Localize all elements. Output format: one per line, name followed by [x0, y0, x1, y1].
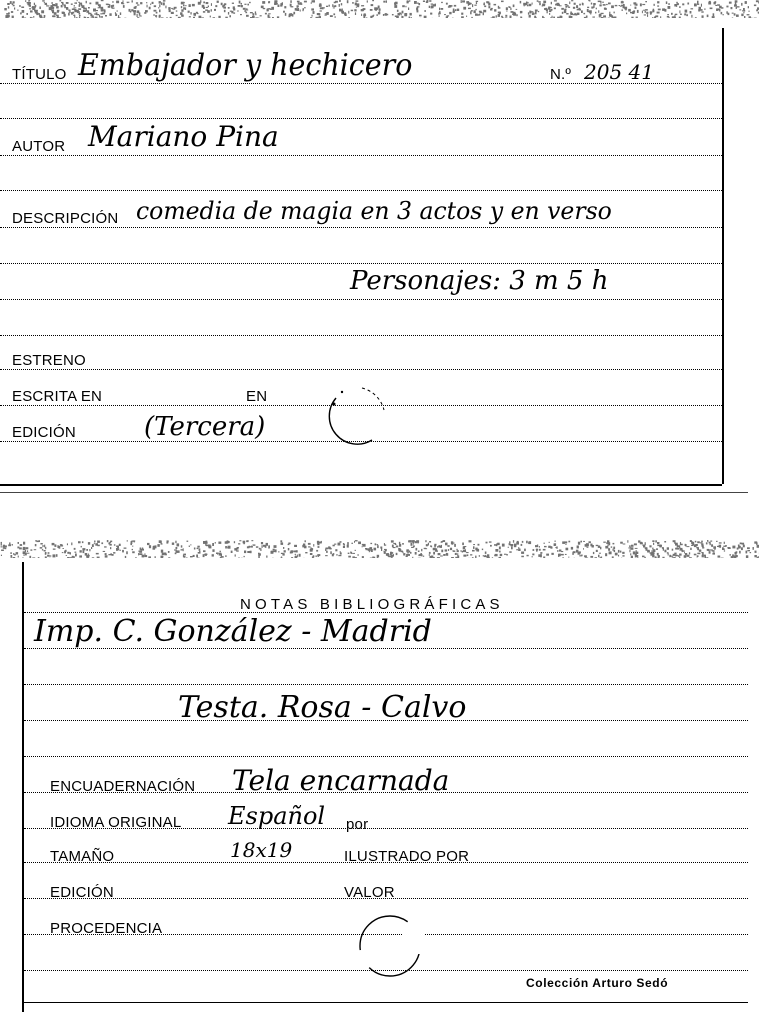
rule-line	[0, 335, 722, 336]
bottom-card-bottom-border	[24, 1002, 748, 1003]
descripcion-value: comedia de magia en 3 actos y en verso	[136, 197, 612, 225]
edicion-label-bottom: EDICIÓN	[50, 884, 114, 901]
titulo-value: Embajador y hechicero	[78, 48, 413, 83]
rule-line	[0, 299, 722, 300]
en-label: EN	[246, 388, 268, 405]
punch-hole-mark	[322, 380, 392, 450]
estreno-label: ESTRENO	[12, 352, 86, 369]
autor-value: Mariano Pina	[88, 120, 279, 153]
idioma-label: IDIOMA ORIGINAL	[50, 814, 182, 831]
collection-credit: Colección Arturo Sedó	[526, 976, 669, 990]
edicion-label: EDICIÓN	[12, 424, 76, 441]
titulo-label: TÍTULO	[12, 66, 67, 83]
escrita-en-label: ESCRITA EN	[12, 388, 103, 405]
valor-label: VALOR	[344, 884, 395, 901]
procedencia-label: PROCEDENCIA	[50, 920, 163, 937]
top-card-bottom-border	[0, 484, 722, 486]
numero-label: N.º	[550, 66, 572, 83]
card-separator-line	[0, 492, 748, 493]
rule-line	[0, 369, 722, 370]
notas-line-1: Imp. C. González - Madrid	[34, 614, 432, 649]
notas-heading: NOTAS BIBLIOGRÁFICAS	[240, 596, 504, 613]
rule-line	[0, 118, 722, 119]
top-card-right-border	[722, 28, 724, 484]
bottom-card-left-border	[22, 562, 24, 1012]
personajes-value: Personajes: 3 m 5 h	[350, 266, 609, 296]
encuadernacion-label: ENCUADERNACIÓN	[50, 778, 196, 795]
numero-value: 205 41	[584, 60, 654, 84]
rule-line	[24, 756, 748, 757]
por-label: por	[346, 816, 369, 833]
ilustrado-label: ILUSTRADO POR	[344, 848, 470, 865]
encuadernacion-value: Tela encarnada	[232, 764, 450, 797]
tamano-value: 18x19	[230, 838, 293, 862]
descripcion-label: DESCRIPCIÓN	[12, 210, 119, 227]
idioma-value: Español	[228, 802, 326, 830]
rule-line	[24, 612, 748, 613]
rule-line	[0, 227, 722, 228]
rule-line	[24, 684, 748, 685]
rule-line	[0, 155, 722, 156]
punch-hole-mark	[352, 908, 432, 988]
edicion-value: (Tercera)	[144, 412, 266, 442]
bottom-catalog-card	[0, 540, 759, 1028]
tamano-label: TAMAÑO	[50, 848, 115, 865]
rule-line	[0, 263, 722, 264]
autor-label: AUTOR	[12, 138, 66, 155]
notas-line-2: Testa. Rosa - Calvo	[178, 690, 467, 725]
rule-line	[0, 190, 722, 191]
top-catalog-card	[0, 0, 759, 500]
